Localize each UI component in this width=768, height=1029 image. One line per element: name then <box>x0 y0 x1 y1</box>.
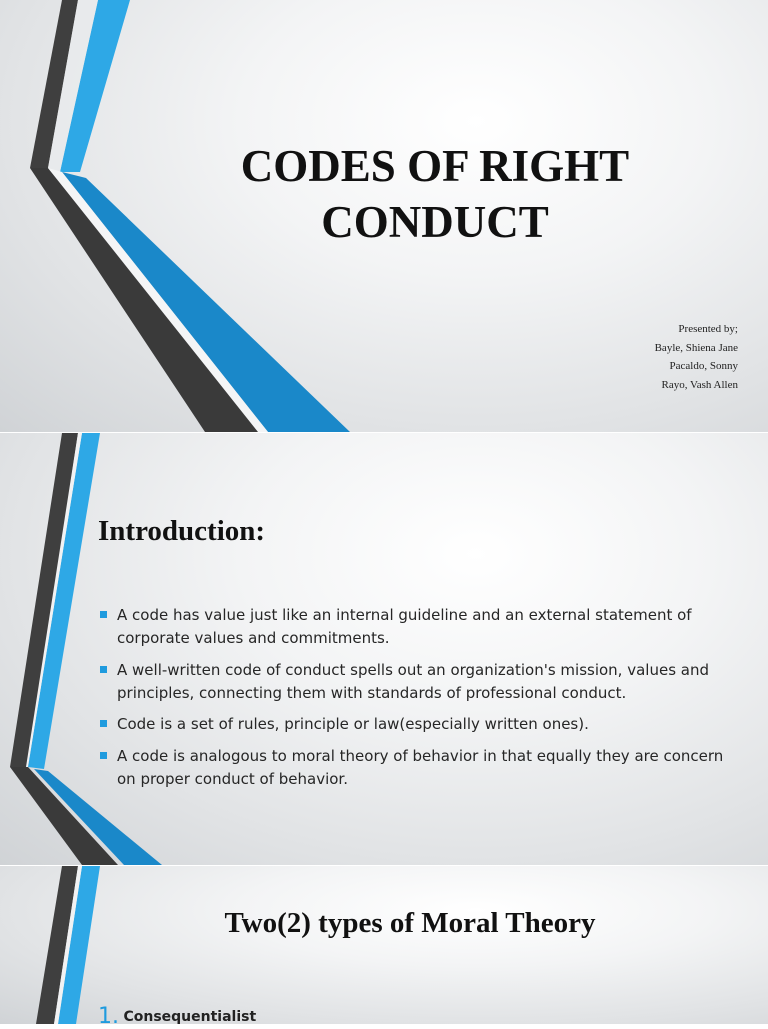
presentation-title: CODES OF RIGHT CONDUCT <box>240 141 630 247</box>
list-item-text: A code has value just like an internal guideline and an external statement of corporate values and commitments. <box>117 606 692 647</box>
bullet-square-icon <box>100 720 107 727</box>
list-item <box>100 659 730 705</box>
bullet-list <box>100 604 730 799</box>
list-item <box>100 713 730 736</box>
item-number: 1. <box>98 1004 119 1029</box>
presenter-name: Pacaldo, Sonny <box>669 360 738 372</box>
bullet-square-icon <box>100 752 107 759</box>
list-item-text: A well-written code of conduct spells out an organization's mission, values and principles, connecting them with standards of professional conduct. <box>117 660 709 702</box>
bullet-square-icon <box>100 666 107 673</box>
list-item <box>100 604 730 650</box>
slide-decoration <box>0 866 768 1024</box>
list-item-text: Code is a set of rules, principle or law(especially written ones). <box>117 715 589 733</box>
slide-heading: Two(2) types of Moral Theory <box>224 907 596 939</box>
presenter-name: Rayo, Vash Allen <box>661 378 738 391</box>
list-item-text: A code is analogous to moral theory of behavior in that equally they are concern on proper conduct of behavior. <box>117 746 724 788</box>
slide-heading: Introduction: <box>98 515 266 547</box>
slide-title <box>0 0 768 432</box>
presented-by-label: Presented by; <box>678 323 738 335</box>
numbered-item <box>98 1004 256 1029</box>
slide-moral-theory <box>0 866 768 1024</box>
presenter-name: Bayle, Shiena Jane <box>654 341 738 354</box>
bullet-square-icon <box>100 611 107 618</box>
item-label: Consequentialist <box>123 1009 257 1025</box>
presenters-list <box>488 320 738 394</box>
list-item <box>100 745 730 791</box>
